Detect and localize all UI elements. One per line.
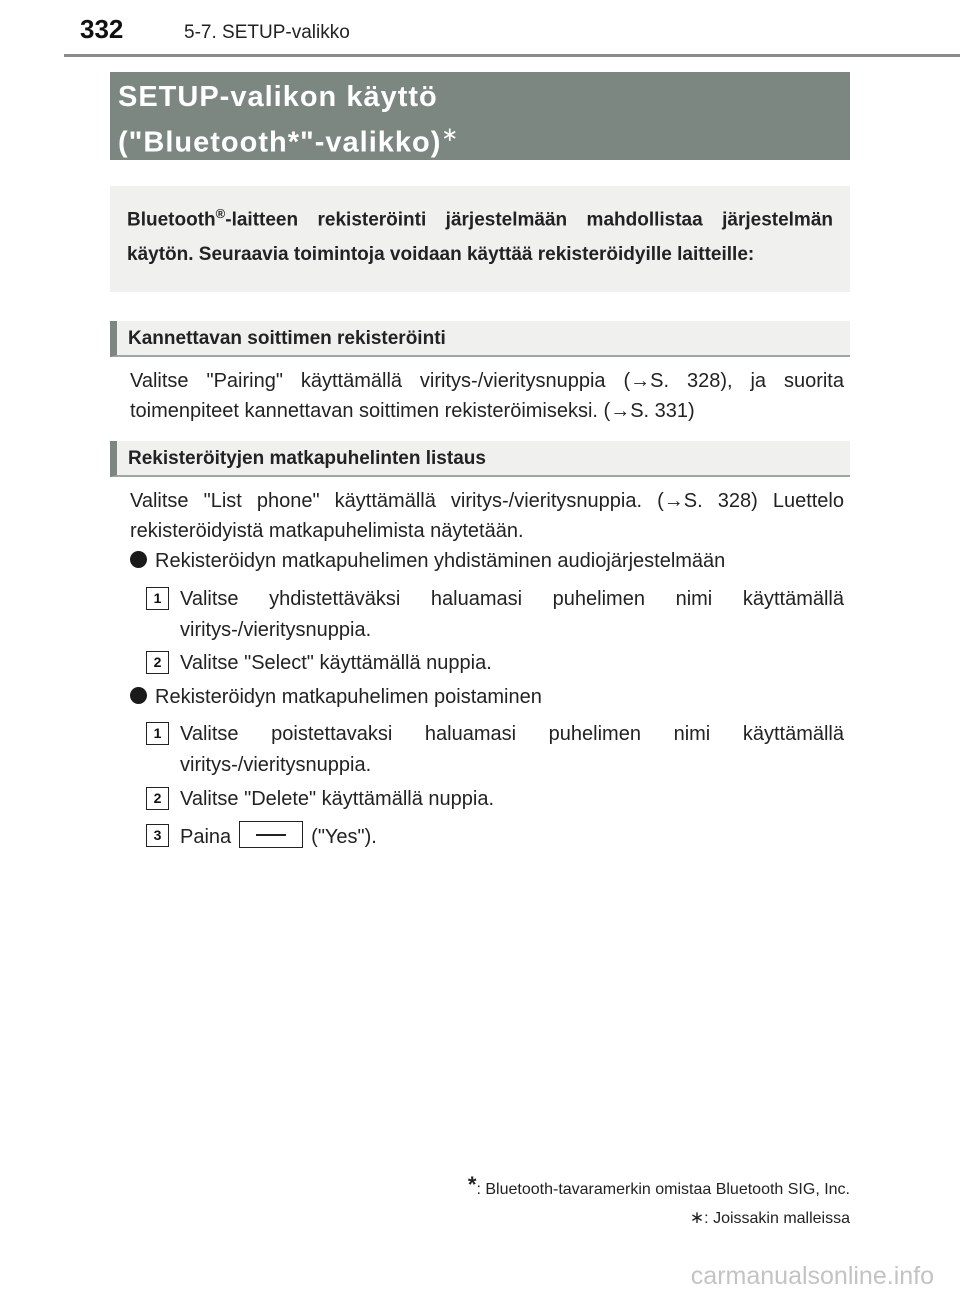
footnote-mark: * — [467, 1172, 477, 1197]
bullet-connect-phone — [130, 546, 844, 576]
bullet-icon — [130, 687, 147, 704]
intro-brand: Bluetooth — [127, 209, 216, 231]
optional-feature-mark: ∗ — [441, 124, 460, 146]
bullet-text: Rekisteröidyn matkapuhelimen poistaminen — [155, 686, 542, 708]
footnote-text: : Joissakin malleissa — [704, 1210, 850, 1227]
step-number-badge: 1 — [146, 722, 169, 745]
chapter-title: 5-7. SETUP-valikko — [184, 22, 350, 43]
step-text — [180, 821, 844, 853]
section-heading-text: Rekisteröityjen matkapuhelinten listaus — [128, 448, 486, 469]
watermark: carmanualsonline.info — [690, 1262, 934, 1290]
step-text: Valitse "Delete" käyttämällä nuppia. — [180, 788, 494, 810]
section-heading-list-phone — [110, 441, 850, 477]
list-phone-instructions: Valitse "List phone" käyttämällä viritys-/vieritysnuppia. (→S. 328) Luettelo rekisteröidyistä matkapuhelimista näytetään. — [130, 490, 844, 542]
registered-mark: ® — [215, 206, 226, 221]
page-title-line-1: SETUP-valikon käyttö — [118, 81, 438, 113]
intro-text — [127, 196, 833, 272]
section-heading-pairing — [110, 321, 850, 357]
dash-icon — [256, 834, 286, 836]
step-number-badge: 2 — [146, 651, 169, 674]
step-text-after: ("Yes"). — [311, 826, 377, 848]
page-title-text: ("Bluetooth*"-valikko) — [118, 126, 442, 159]
step-text: Valitse yhdistettäväksi haluamasi puhelimen nimi käyttämällä viritys-/vieritysnuppia. — [180, 588, 844, 641]
bullet-delete-phone — [130, 682, 844, 712]
footnote-text: : Bluetooth-tavaramerkin omistaa Bluetooth SIG, Inc. — [476, 1181, 850, 1198]
footnote-optional — [690, 1208, 850, 1228]
page-header — [0, 0, 960, 60]
step-number-badge: 2 — [146, 787, 169, 810]
button-symbol-icon — [239, 821, 303, 848]
page-title-line-2 — [118, 116, 842, 162]
step-text: Valitse "Select" käyttämällä nuppia. — [180, 652, 492, 674]
step-text: Valitse poistettavaksi haluamasi puhelimen nimi käyttämällä viritys-/vieritysnuppia. — [180, 723, 844, 776]
bullet-text: Rekisteröidyn matkapuhelimen yhdistäminen audiojärjestelmään — [155, 550, 726, 572]
section-title-bar — [110, 72, 850, 160]
footnote-trademark — [468, 1172, 850, 1199]
section-heading-text: Kannettavan soittimen rekisteröinti — [128, 328, 446, 349]
header-divider — [64, 54, 960, 57]
page-number: 332 — [80, 14, 124, 44]
intro-body: -laitteen rekisteröinti järjestelmään mahdollistaa järjestelmän käytön. Seuraavia toimintoja voidaan käyttää rekisteröidyille laitteille: — [127, 209, 833, 266]
bullet-icon — [130, 551, 147, 568]
step-text-before: Paina — [180, 826, 232, 848]
pairing-instructions: Valitse "Pairing" käyttämällä viritys-/vieritysnuppia (→S. 328), ja suorita toimenpiteet kannettavan soittimen rekisteröimiseksi. (→S. 331) — [130, 370, 844, 422]
step-number-badge: 3 — [146, 824, 169, 847]
step-number-badge: 1 — [146, 587, 169, 610]
footnote-mark: ∗ — [689, 1208, 705, 1227]
intro-box — [110, 186, 850, 292]
